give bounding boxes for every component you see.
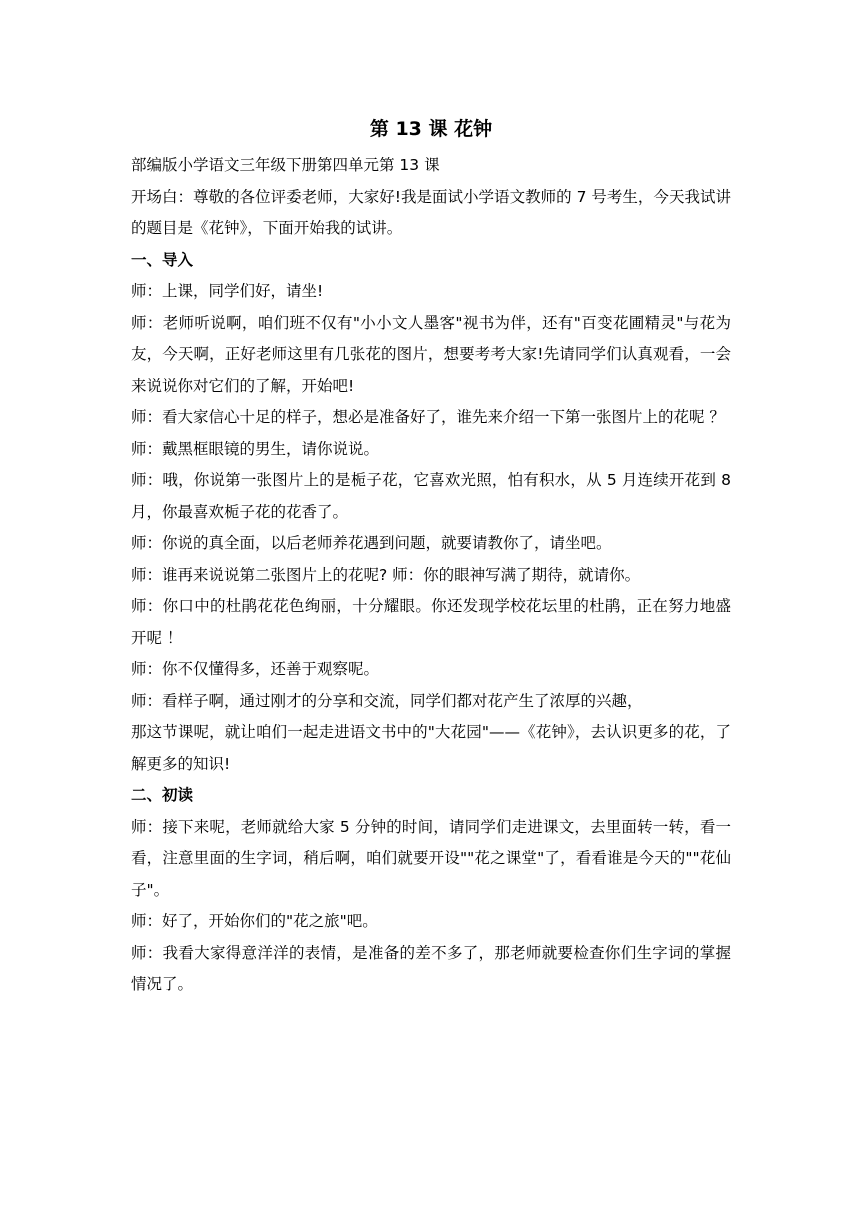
section-heading-introduction: 一、导入 xyxy=(131,250,194,269)
dialogue-paragraph: 师：戴黑框眼镜的男生，请你说说。 xyxy=(131,439,380,458)
dialogue-paragraph: 师：老师听说啊，咱们班不仅有"小小文人墨客"视书为伴，还有"百变花圃精灵"与花为友，今天啊，正好老师这里有几张花的图片，想要考考大家!先请同学们认真观看，一会来说说你对它们的了解，开始吧! xyxy=(131,313,731,395)
dialogue-paragraph: 师：好了，开始你们的"花之旅"吧。 xyxy=(131,912,378,930)
dialogue-paragraph: 那这节课呢，就让咱们一起走进语文书中的"大花园"——《花钟》，去认识更多的花，了解更多的知识! xyxy=(131,723,731,773)
dialogue-paragraph: 师：上课，同学们好，请坐! xyxy=(131,282,324,300)
opening-remarks: 开场白：尊敬的各位评委老师，大家好!我是面试小学语文教师的 7 号考生，今天我试讲的题目是《花钟》，下面开始我的试讲。 xyxy=(131,187,731,237)
dialogue-paragraph: 师：接下来呢，老师就给大家 5 分钟的时间，请同学们走进课文，去里面转一转，看一看，注意里面的生字词，稍后啊，咱们就要开设""花之课堂"了，看看谁是今天的""花仙子"。 xyxy=(131,817,731,899)
dialogue-paragraph: 师：你说的真全面，以后老师养花遇到问题，就要请教你了，请坐吧。 xyxy=(131,534,612,552)
lesson-title: 第 13 课 花钟 xyxy=(369,118,493,140)
section-heading-first-reading: 二、初读 xyxy=(131,786,194,804)
document-body xyxy=(131,112,731,1001)
dialogue-paragraph: 师：哦，你说第一张图片上的是栀子花，它喜欢光照，怕有积水，从 5 月连续开花到 8 月，你最喜欢栀子花的花香了。 xyxy=(131,471,731,521)
dialogue-paragraph: 师：我看大家得意洋洋的表情，是准备的差不多了，那老师就要检查你们生字词的掌握情况了。 xyxy=(131,943,731,993)
dialogue-paragraph: 师：你不仅懂得多，还善于观察呢。 xyxy=(131,660,380,678)
dialogue-paragraph: 师：看大家信心十足的样子，想必是准备好了，谁先来介绍一下第一张图片上的花呢 ？ xyxy=(131,408,725,426)
lesson-subtitle: 部编版小学语文三年级下册第四单元第 13 课 xyxy=(131,156,440,174)
dialogue-paragraph: 师：你口中的杜鹃花花色绚丽，十分耀眼。你还发现学校花坛里的杜鹃，正在努力地盛开呢 ！ xyxy=(131,597,731,647)
dialogue-paragraph: 师：谁再来说说第二张图片上的花呢? 师：你的眼神写满了期待，就请你。 xyxy=(131,565,641,584)
dialogue-paragraph: 师：看样子啊，通过刚才的分享和交流，同学们都对花产生了浓厚的兴趣， xyxy=(131,691,643,710)
